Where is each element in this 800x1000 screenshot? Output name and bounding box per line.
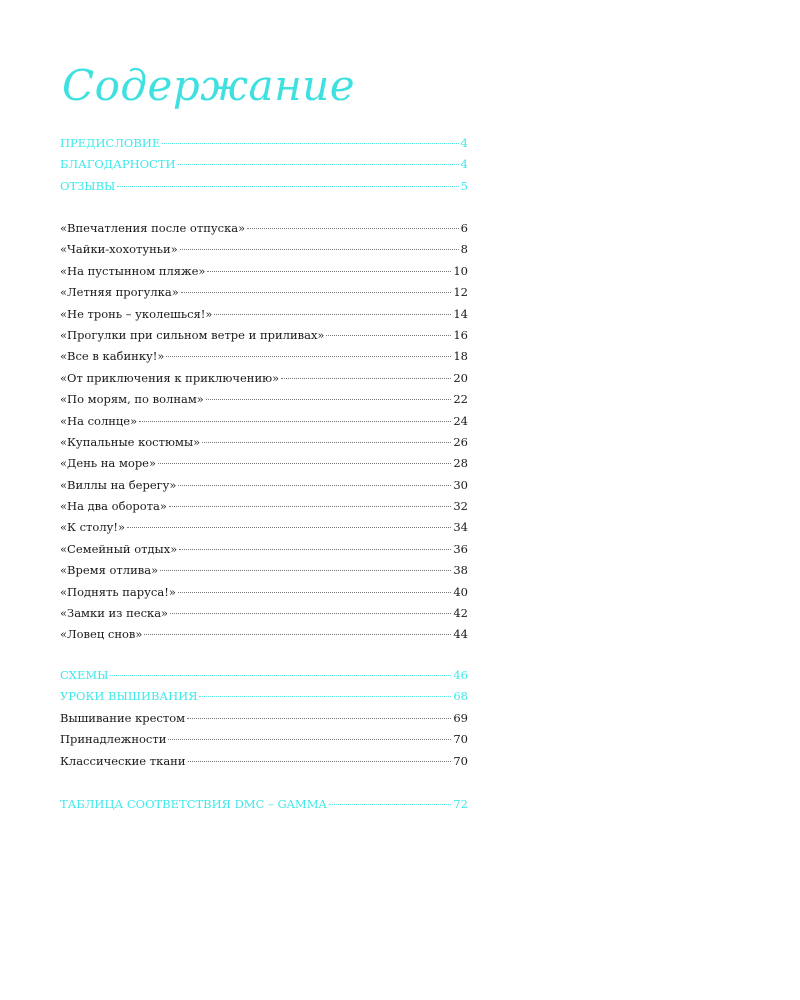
toc-entry[interactable] [60,729,468,750]
dot-leader [158,463,451,464]
toc-projects [60,218,468,646]
toc-entry-title: Классические ткани [60,753,186,768]
dot-leader [110,675,451,676]
toc-entry[interactable] [60,411,468,432]
toc-entry-title: УРОКИ ВЫШИВАНИЯ [60,689,198,704]
toc-entry-title: «На солнце» [60,413,138,428]
toc-entry[interactable] [60,368,468,389]
toc-entry[interactable] [60,794,468,815]
toc-entry[interactable] [60,603,468,624]
toc-entry-page: 28 [453,456,468,471]
dot-leader [166,356,451,357]
dot-leader [178,592,451,593]
toc-entry[interactable] [60,218,468,239]
toc-entry-title: ПРЕДИСЛОВИЕ [60,136,161,150]
dot-leader [178,485,451,486]
toc-entry-page: 69 [453,710,468,725]
toc-entry-page: 22 [453,392,468,407]
toc-entry-page: 68 [453,689,468,704]
toc-entry[interactable] [60,751,468,772]
dot-leader [329,804,452,805]
toc-entry[interactable] [60,517,468,538]
dot-leader [247,228,459,229]
dot-leader [207,271,451,272]
toc-entry-title: ТАБЛИЦА СООТВЕТСТВИЯ DMC – GAMMA [60,797,327,811]
toc-entry[interactable] [60,154,468,175]
dot-leader [160,570,451,571]
toc-entry-page: 5 [460,178,468,193]
toc-entry[interactable] [60,708,468,729]
toc-table [60,794,468,815]
toc-entry-title: «Не тронь – уколешься!» [60,306,213,321]
toc-entry[interactable] [60,304,468,325]
toc-entry-page: 36 [453,541,468,556]
toc-entry[interactable] [60,282,468,303]
dot-leader [178,164,459,165]
toc-entry[interactable] [60,624,468,645]
toc-entry-page: 18 [453,349,468,364]
toc-entry-title: Вышивание крестом [60,710,186,725]
toc-entry-title: ОТЗЫВЫ [60,178,116,193]
dot-leader [281,378,451,379]
dot-leader [202,442,451,443]
toc-entry[interactable] [60,261,468,282]
toc-entry-title: «Все в кабинку!» [60,349,165,364]
toc-entry-title: «От приключения к приключению» [60,370,280,385]
toc-entry-page: 6 [460,221,468,235]
dot-leader [179,549,451,550]
toc-entry-page: 34 [453,520,468,535]
dot-leader [144,634,451,635]
toc-entry-title: «Купальные костюмы» [60,434,201,449]
toc-entry-title: «Замки из песка» [60,606,169,621]
toc-entry-title: БЛАГОДАРНОСТИ [60,157,176,172]
toc-entry-page: 70 [453,732,468,747]
toc-entry-title: «По морям, по волнам» [60,392,204,407]
toc-entry[interactable] [60,686,468,707]
dot-leader [187,718,451,719]
toc-entry-page: 4 [460,136,468,150]
toc-entry-title: «Ловец снов» [60,627,143,642]
dot-leader [139,421,451,422]
toc-entry-title: «Виллы на берегу» [60,477,177,492]
dot-leader [214,314,451,315]
toc-entry[interactable] [60,539,468,560]
toc-entry-title: «Чайки-хохотуньи» [60,242,178,257]
dot-leader [169,506,451,507]
toc-entry-title: «Летняя прогулка» [60,285,179,300]
toc-entry[interactable] [60,346,468,367]
toc-entry-page: 16 [453,327,468,342]
toc-entry-title: «Время отлива» [60,563,159,578]
toc-entry-title: «На два оборота» [60,499,167,514]
toc-entry-page: 32 [453,499,468,514]
dot-leader [117,186,458,187]
toc-entry-title: «На пустынном пляже» [60,263,206,278]
toc-entry[interactable] [60,496,468,517]
toc-entry[interactable] [60,176,468,197]
toc-entry[interactable] [60,432,468,453]
toc-entry-page: 14 [453,306,468,321]
page-title: Содержание [62,61,356,110]
toc-entry-title: «Прогулки при сильном ветре и приливах» [60,327,325,342]
dot-leader [326,335,451,336]
dot-leader [188,761,452,762]
dot-leader [199,696,451,697]
toc-entry-title: «Поднять паруса!» [60,584,176,599]
toc-entry-title: «Впечатления после отпуска» [60,221,246,235]
toc-entry-page: 24 [453,413,468,428]
toc-front-matter [60,133,468,197]
toc-entry[interactable] [60,239,468,260]
toc-entry-page: 30 [453,477,468,492]
dot-leader [127,527,451,528]
toc-entry-page: 20 [453,370,468,385]
toc-entry[interactable] [60,453,468,474]
toc-entry-title: Принадлежности [60,732,167,747]
toc-entry-title: СХЕМЫ [60,668,109,682]
toc-entry-title: «День на море» [60,456,157,471]
dot-leader [168,739,451,740]
toc-entry-page: 42 [453,606,468,621]
toc-entry[interactable] [60,389,468,410]
toc-entry-page: 46 [453,668,468,682]
dot-leader [162,143,458,144]
toc-entry-page: 8 [460,242,468,257]
toc-entry-page: 4 [460,157,468,172]
toc-entry-page: 72 [453,797,468,811]
toc-entry[interactable] [60,133,468,154]
toc-back-matter [60,665,468,772]
dot-leader [181,292,452,293]
toc-entry[interactable] [60,560,468,581]
dot-leader [206,399,452,400]
toc-entry-page: 44 [453,627,468,642]
toc-entry[interactable] [60,665,468,686]
toc-entry[interactable] [60,475,468,496]
toc-entry-page: 70 [453,753,468,768]
dot-leader [180,249,459,250]
toc-entry-title: «К столу!» [60,520,126,535]
toc-entry-page: 10 [453,263,468,278]
toc-entry-page: 40 [453,584,468,599]
toc-entry-page: 38 [453,563,468,578]
toc-entry-title: «Семейный отдых» [60,541,178,556]
toc-entry[interactable] [60,325,468,346]
dot-leader [170,613,451,614]
toc-entry-page: 12 [453,285,468,300]
toc-entry[interactable] [60,582,468,603]
toc-entry-page: 26 [453,434,468,449]
